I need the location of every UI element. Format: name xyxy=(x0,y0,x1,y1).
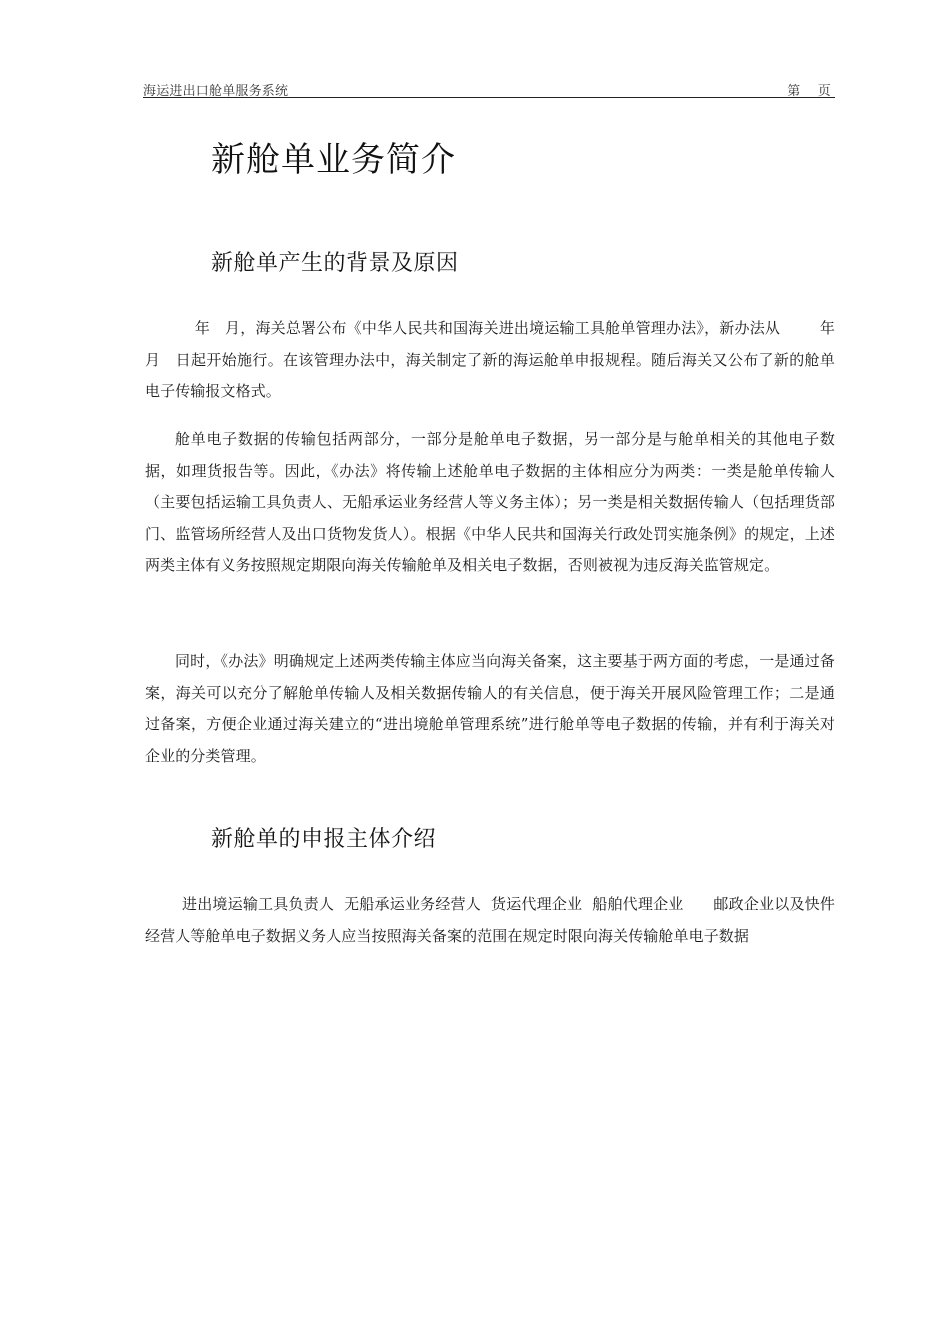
paragraph-data-transmission: 舱单电子数据的传输包括两部分，一部分是舱单电子数据，另一部分是与舱单相关的其他电子数据，如理货报告等。因此，《办法》将传输上述舱单电子数据的主体相应分为两类：一类是舱单传输人（主要包括运输工具负责人、无船承运业务经营人等义务主体）；另一类是相关数据传输人（包括理货部门、监管场所经营人及出口货物发货人）。根据《中华人民共和国海关行政处罚实施条例》的规定，上述两类主体有义务按照规定期限向海关传输舱单及相关电子数据，否则被视为违反海关监管规定。 xyxy=(145,430,835,574)
header-system-name: 海运进出口舱单服务系统 xyxy=(143,84,289,99)
section-heading-declarants: 新舱单的申报主体介绍 xyxy=(211,827,437,852)
header-page-number: 第 页 xyxy=(787,84,831,99)
paragraph-registration: 同时，《办法》明确规定上述两类传输主体应当向海关备案，这主要基于两方面的考虑，一是通过备案，海关可以充分了解舱单传输人及相关数据传输人的有关信息，便于海关开展风险管理工作；二是通过备案，方便企业通过海关建立的“进出境舱单管理系统”进行舱单等电子数据的传输，并有利于海关对企业的分类管理。 xyxy=(145,652,835,765)
page-header xyxy=(143,79,835,98)
paragraph-regulation-announcement: 年 月，海关总署公布《中华人民共和国海关进出境运输工具舱单管理办法》，新办法从 年 月 日起开始施行。在该管理办法中，海关制定了新的海运舱单申报规程。随后海关又公布了新的舱单电子传输报文格式。 xyxy=(145,319,850,400)
paragraph-declarant-list: 进出境运输工具负责人 无船承运业务经营人 货运代理企业 船舶代理企业 邮政企业以及快件经营人等舱单电子数据义务人应当按照海关备案的范围在规定时限向海关传输舱单电子数据 xyxy=(145,895,835,945)
section-heading-background: 新舱单产生的背景及原因 xyxy=(211,251,459,276)
document-title: 新舱单业务简介 xyxy=(211,140,456,180)
